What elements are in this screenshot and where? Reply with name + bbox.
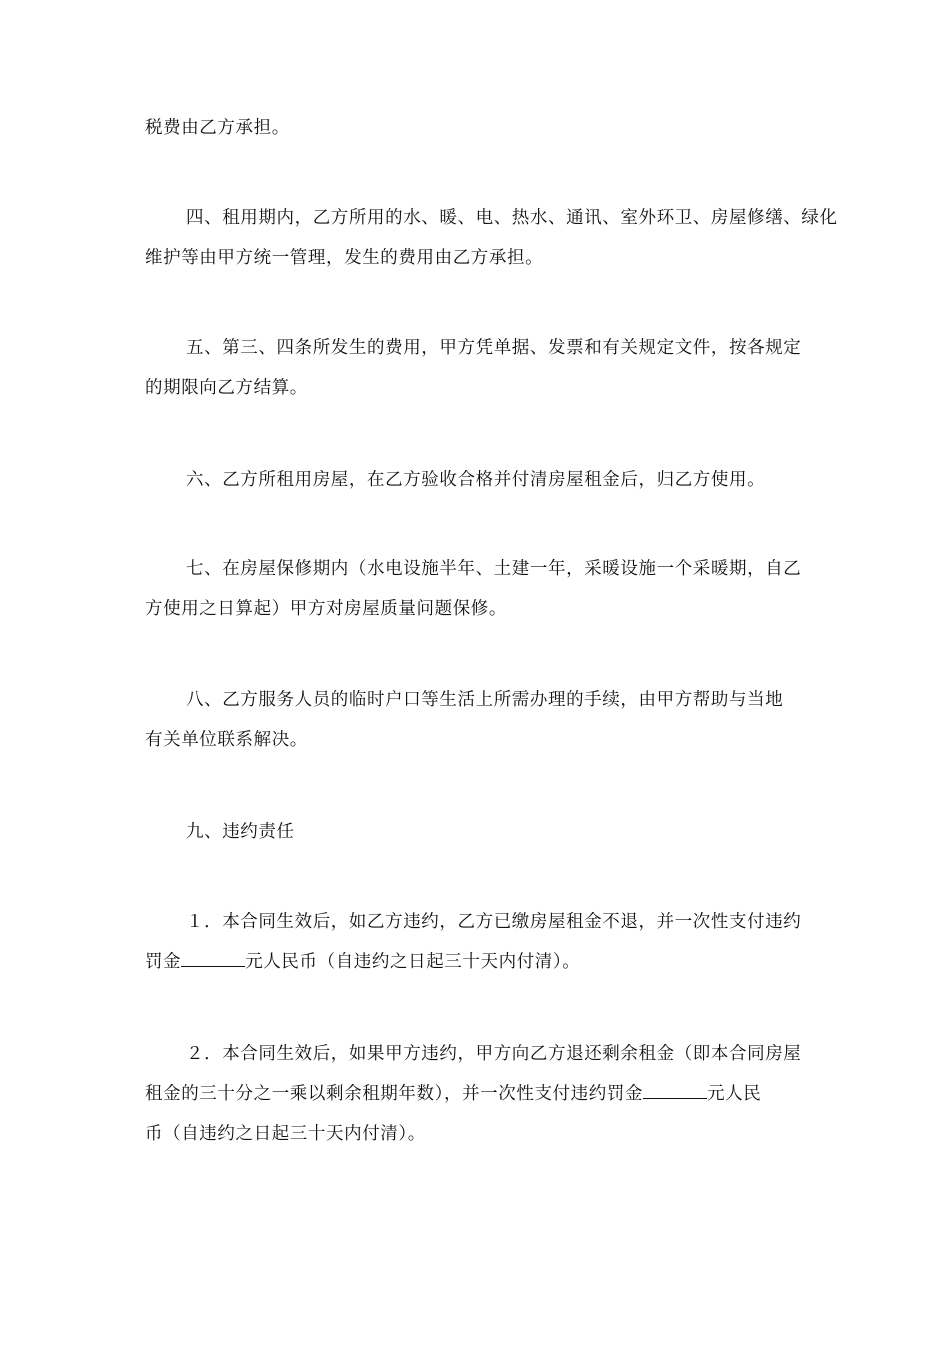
fill-in-blank[interactable] [643, 1082, 707, 1099]
paragraph-line: １．本合同生效后，如乙方违约，乙方已缴房屋租金不退，并一次性支付违约 [186, 912, 802, 932]
paragraph-line: 六、乙方所租用房屋，在乙方验收合格并付清房屋租金后，归乙方使用。 [186, 470, 766, 490]
paragraph-line: 币（自违约之日起三十天内付清）。 [145, 1124, 426, 1144]
text-segment: 元人民 [707, 1084, 762, 1104]
paragraph-clause-9-1 [145, 902, 809, 982]
paragraph-line: 税费由乙方承担。 [145, 118, 290, 138]
text-segment: 罚金 [145, 952, 182, 972]
paragraph-tax [145, 108, 809, 148]
paragraph-line: 的期限向乙方结算。 [145, 378, 308, 398]
text-segment: 元人民币（自违约之日起三十天内付清）。 [245, 952, 581, 972]
paragraph-clause-9-heading [145, 812, 809, 852]
paragraph-line [145, 1074, 809, 1114]
paragraph-clause-4 [145, 198, 838, 278]
paragraph-clause-8 [145, 680, 809, 760]
paragraph-line: 四、租用期内，乙方所用的水、暖、电、热水、通讯、室外环卫、房屋修缮、绿化 [186, 208, 838, 228]
paragraph-line: 五、第三、四条所发生的费用，甲方凭单据、发票和有关规定文件，按各规定 [186, 338, 802, 358]
paragraph-line: ２．本合同生效后，如果甲方违约，甲方向乙方退还剩余租金（即本合同房屋 [186, 1044, 802, 1064]
paragraph-clause-7 [145, 549, 809, 629]
paragraph-line: 维护等由甲方统一管理，发生的费用由乙方承担。 [145, 248, 544, 268]
paragraph-line: 九、违约责任 [186, 822, 295, 842]
paragraph-clause-9-2 [145, 1034, 809, 1154]
paragraph-line: 有关单位联系解决。 [145, 730, 308, 750]
paragraph-clause-5 [145, 328, 809, 408]
text-segment: 租金的三十分之一乘以剩余租期年数），并一次性支付违约罚金 [145, 1084, 644, 1104]
paragraph-line: 七、在房屋保修期内（水电设施半年、土建一年，采暖设施一个采暖期，自乙 [186, 559, 802, 579]
fill-in-blank[interactable] [181, 950, 245, 967]
paragraph-line: 八、乙方服务人员的临时户口等生活上所需办理的手续，由甲方帮助与当地 [186, 690, 784, 710]
paragraph-clause-6 [145, 460, 809, 500]
paragraph-line [145, 942, 809, 982]
paragraph-line: 方使用之日算起）甲方对房屋质量问题保修。 [145, 599, 507, 619]
